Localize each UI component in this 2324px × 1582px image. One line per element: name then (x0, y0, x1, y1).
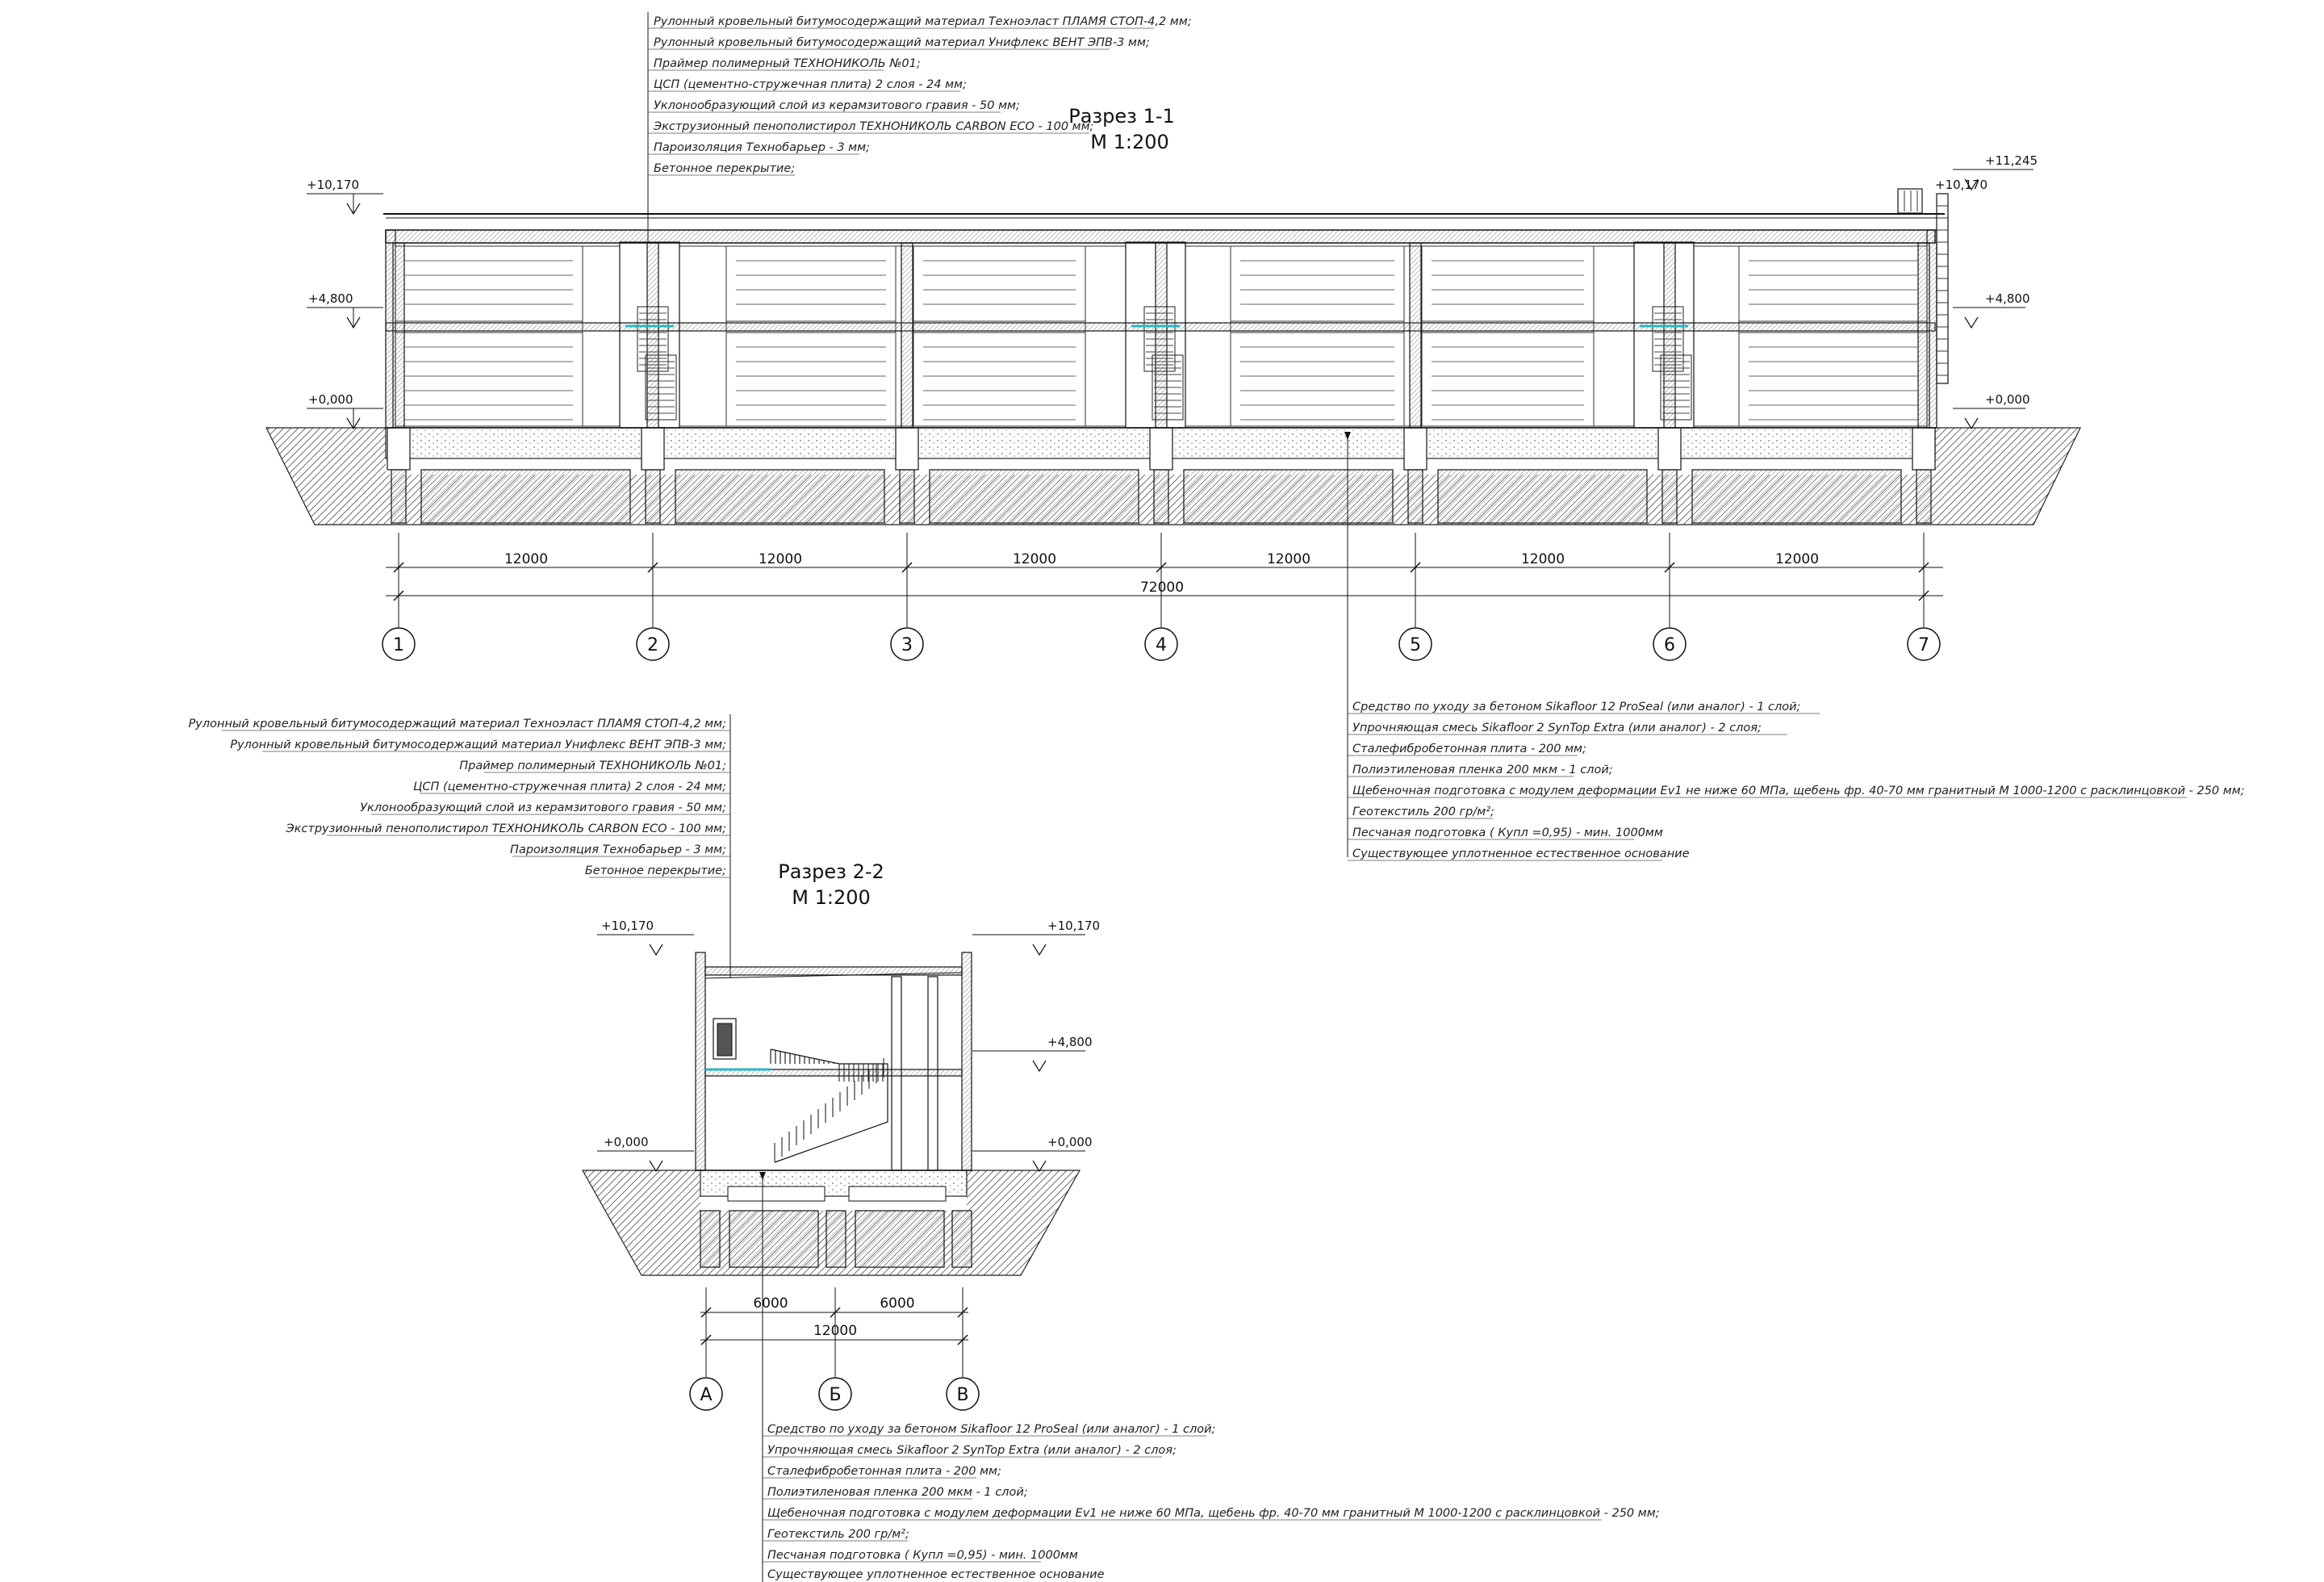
s1-span-1: 12000 (504, 551, 549, 567)
s1-level-top-right: +10,170 (1935, 178, 1988, 192)
s2-level-ground-right: +0,000 (1047, 1135, 1093, 1149)
s2-roof-layer-1: Рулонный кровельный битумосодержащий материал Техноэласт ПЛАМЯ СТОП-4,2 мм; (188, 718, 726, 730)
wall-panel (726, 333, 896, 426)
ground-beam (421, 470, 630, 523)
s1-level-ground-left: +0,000 (308, 392, 353, 407)
s2-span-2: 6000 (880, 1295, 915, 1312)
section-1-level-marks-left (307, 178, 383, 429)
section-2-2 (188, 714, 1659, 1582)
pier-cap (387, 428, 410, 470)
s1-roof-layer-3: Праймер полимерный ТЕХНОНИКОЛЬ №01; (654, 57, 921, 70)
section-1-scale: М 1:200 (1090, 131, 1169, 153)
s2-roof-layer-8: Бетонное перекрытие; (584, 864, 726, 877)
s2-axis-b: Б (829, 1385, 842, 1405)
s1-floor-layer-2: Упрочняющая смесь Sikafloor 2 SynTop Extra (или аналог) - 2 слоя; (1352, 722, 1762, 734)
pier (391, 470, 406, 523)
section-1-level-marks-right (1935, 153, 2038, 429)
s2-axis-v: В (956, 1385, 969, 1405)
ground-beam (1184, 470, 1393, 523)
wall-panel (1422, 246, 1594, 321)
s1-level-ground-right: +0,000 (1985, 392, 2030, 407)
s1-level-mid-right: +4,800 (1985, 291, 2030, 306)
s2-level-top-left: +10,170 (601, 919, 654, 933)
wall-panel (395, 333, 583, 426)
section-2-title: Разрез 2-2 (778, 860, 884, 883)
section-2-level-marks (597, 919, 1100, 1171)
s1-level-mid-left: +4,800 (308, 291, 353, 306)
section-1-axes (382, 628, 1940, 660)
s1-axis-2: 2 (647, 635, 658, 655)
wall-panel (1231, 333, 1404, 426)
pier (646, 470, 660, 523)
s2-roof-layer-4: ЦСП (цементно-стружечная плита) 2 слоя - 24 мм; (413, 781, 726, 793)
s2-level-mid: +4,800 (1047, 1035, 1093, 1049)
s2-roof-layer-2: Рулонный кровельный битумосодержащий материал Унифлекс ВЕНТ ЭПВ-3 мм; (230, 739, 726, 751)
s1-roof-layer-4: ЦСП (цементно-стружечная плита) 2 слоя - 24 мм; (654, 78, 967, 91)
s2-floor-layer-8: Существующее уплотненное естественное основание (767, 1568, 1105, 1581)
section-1-dim-ticks (394, 533, 1929, 627)
pilaster (1694, 246, 1739, 426)
pier (1916, 470, 1931, 523)
s1-axis-7: 7 (1918, 635, 1929, 655)
s2-floor-layer-2: Упрочняющая смесь Sikafloor 2 SynTop Extra (или аналог) - 2 слоя; (767, 1444, 1177, 1457)
s1-axis-4: 4 (1156, 635, 1167, 655)
s2-span-1: 6000 (753, 1295, 788, 1312)
s1-roof-layer-2: Рулонный кровельный битумосодержащий материал Унифлекс ВЕНТ ЭПВ-3 мм; (654, 36, 1150, 49)
wall-panel (395, 246, 583, 321)
ground-beam (930, 470, 1139, 523)
section-2-scale: М 1:200 (792, 886, 871, 909)
s2-level-top-right: +10,170 (1047, 919, 1101, 933)
pier-cap (1150, 428, 1172, 470)
s1-axis-1: 1 (393, 635, 404, 655)
pilaster (583, 246, 620, 426)
pier (1662, 470, 1677, 523)
pier (1154, 470, 1168, 523)
s2-floor-layer-6: Геотекстиль 200 гр/м²; (767, 1528, 909, 1541)
ground-beam (1438, 470, 1647, 523)
s1-floor-layer-1: Средство по уходу за бетоном Sikafloor 12 ProSeal (или аналог) - 1 слой; (1352, 701, 1801, 714)
wall-panel (1422, 333, 1594, 426)
s2-floor-layer-5: Щебеночная подготовка с модулем деформации Ev1 не ниже 60 МПа, щебень фр. 40-70 мм гранитный М 1000-1200 с расклинцовкой - 250 мм; (767, 1507, 1660, 1520)
s1-roof-layer-6: Экструзионный пенополистирол ТЕХНОНИКОЛЬ CARBON ECO - 100 мм; (654, 120, 1094, 133)
section-2-ground (583, 1170, 1080, 1275)
column (393, 243, 404, 428)
section-2-roof-callout (188, 714, 730, 978)
s1-floor-layer-4: Полиэтиленовая пленка 200 мкм - 1 слой; (1352, 764, 1613, 776)
pier-cap (896, 428, 918, 470)
pilaster (1594, 246, 1634, 426)
wall-panel (913, 333, 1085, 426)
s1-floor-layer-7: Песчаная подготовка ( Купл =0,95) - мин. 1000мм (1352, 827, 1663, 839)
s2-roof-layer-7: Пароизоляция Технобарьер - 3 мм; (510, 843, 726, 856)
ground-beam (675, 470, 884, 523)
s1-roof-layer-1: Рулонный кровельный битумосодержащий материал Техноэласт ПЛАМЯ СТОП-4,2 мм; (654, 15, 1192, 28)
ground-beam (1692, 470, 1901, 523)
s1-roof-layer-5: Уклонообразующий слой из керамзитового гравия - 50 мм; (654, 99, 1020, 112)
s1-level-parapet-right: +11,245 (1985, 153, 2038, 168)
s1-span-2: 12000 (758, 551, 803, 567)
column (901, 243, 913, 428)
s2-floor-layer-1: Средство по уходу за бетоном Sikafloor 12 ProSeal (или аналог) - 1 слой; (767, 1423, 1216, 1436)
pier (1408, 470, 1423, 523)
s2-roof-layer-5: Уклонообразующий слой из керамзитового гравия - 50 мм; (360, 801, 726, 814)
s2-floor-layer-4: Полиэтиленовая пленка 200 мкм - 1 слой; (767, 1486, 1028, 1499)
section-1-1 (266, 12, 2245, 860)
section-1-title: Разрез 1-1 (1068, 105, 1175, 128)
wall-panel (1739, 246, 1927, 321)
s1-axis-6: 6 (1664, 635, 1675, 655)
s1-span-6: 12000 (1774, 551, 1820, 567)
pilaster (1185, 246, 1231, 426)
s1-total: 72000 (1139, 580, 1185, 596)
wall-panel (913, 246, 1085, 321)
s2-total: 12000 (813, 1323, 858, 1339)
s1-span-4: 12000 (1266, 551, 1311, 567)
s1-floor-layer-8: Существующее уплотненное естественное основание (1352, 848, 1690, 860)
s1-span-5: 12000 (1520, 551, 1565, 567)
s1-level-top-left: +10,170 (307, 178, 360, 192)
s2-level-ground-left: +0,000 (604, 1135, 649, 1149)
section-2-dimensions (700, 1287, 968, 1377)
wall-panel (1231, 246, 1404, 321)
s1-roof-layer-7: Пароизоляция Технобарьер - 3 мм; (654, 141, 870, 154)
s2-axis-a: А (700, 1385, 713, 1405)
s2-floor-layer-3: Сталефибробетонная плита - 200 мм; (767, 1465, 1001, 1478)
pier-cap (1912, 428, 1935, 470)
pilaster (679, 246, 726, 426)
column (1918, 243, 1929, 428)
s1-floor-layer-3: Сталефибробетонная плита - 200 мм; (1352, 743, 1586, 755)
column (1410, 243, 1421, 428)
pier-cap (1404, 428, 1427, 470)
pier-cap (1658, 428, 1681, 470)
s1-span-3: 12000 (1012, 551, 1057, 567)
pilaster (1085, 246, 1126, 426)
section-2-stair-flights (771, 1049, 884, 1162)
s2-roof-layer-6: Экструзионный пенополистирол ТЕХНОНИКОЛЬ CARBON ECO - 100 мм; (286, 822, 726, 835)
s1-floor-layer-5: Щебеночная подготовка с модулем деформации Ev1 не ниже 60 МПа, щебень фр. 40-70 мм гранитный М 1000-1200 с расклинцовкой - 250 мм; (1352, 785, 2245, 797)
section-2-building (696, 952, 972, 1170)
section-2-axes (690, 1378, 979, 1410)
pier (900, 470, 914, 523)
s1-axis-5: 5 (1410, 635, 1421, 655)
section-1-dimensions (386, 551, 1943, 596)
s2-roof-layer-3: Праймер полимерный ТЕХНОНИКОЛЬ №01; (459, 760, 726, 772)
pier-cap (642, 428, 664, 470)
s1-floor-layer-6: Геотекстиль 200 гр/м²; (1352, 806, 1494, 818)
wall-panel (1739, 333, 1927, 426)
s1-roof-layer-8: Бетонное перекрытие; (654, 162, 796, 175)
s1-axis-3: 3 (901, 635, 913, 655)
s2-floor-layer-7: Песчаная подготовка ( Купл =0,95) - мин. 1000мм (767, 1549, 1078, 1562)
wall-panel (726, 246, 896, 321)
